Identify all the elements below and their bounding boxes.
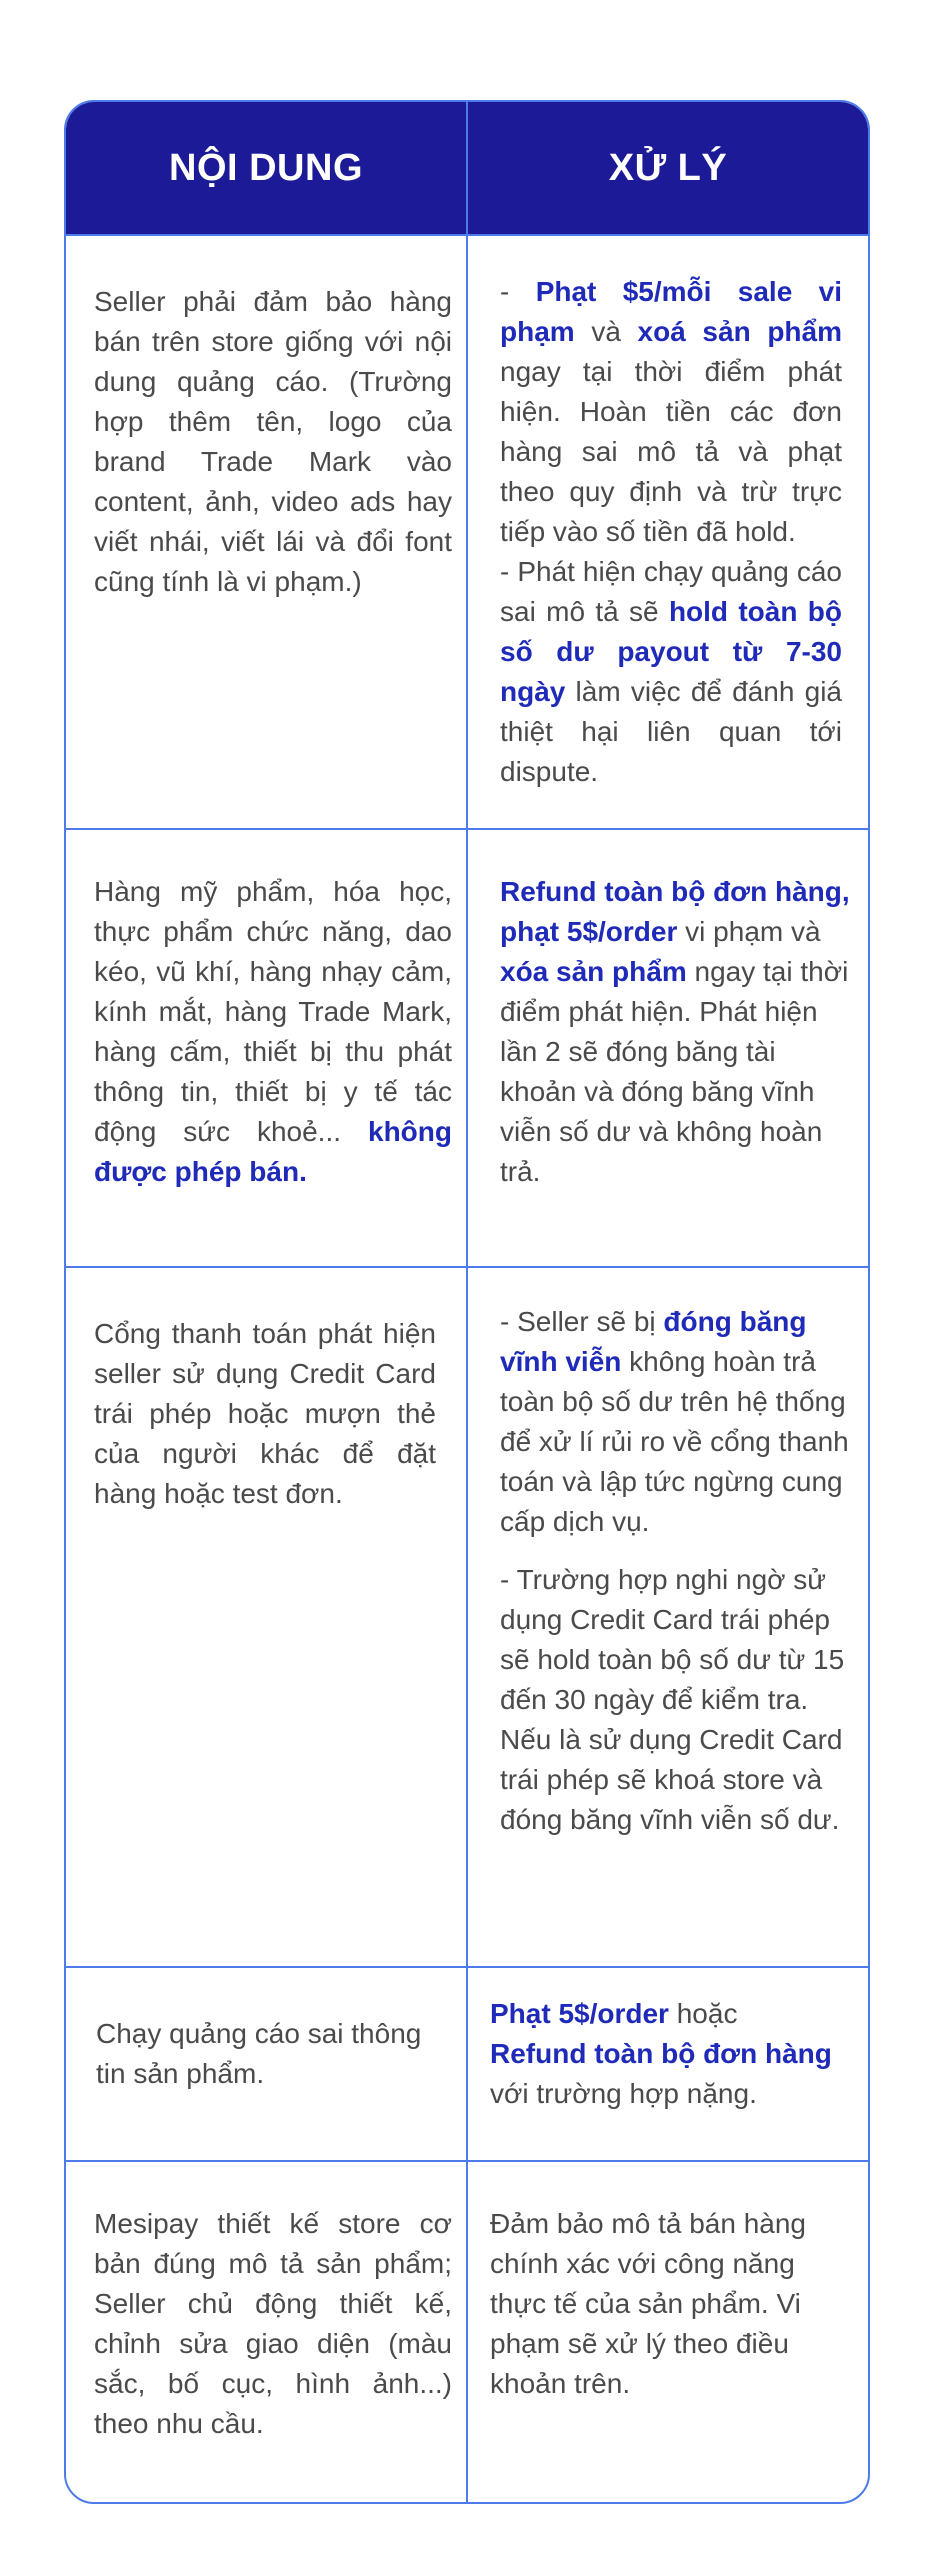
row2-content-text [94, 872, 452, 1192]
hold-highlight: hold toàn bộ số dư payout từ 7-30 ngày [500, 596, 842, 707]
policy-table [64, 100, 870, 2504]
row2-handling-text [500, 872, 850, 1192]
row4-handling [490, 1994, 870, 2114]
row5-content [94, 2204, 452, 2444]
refund-highlight: Refund toàn bộ đơn hàng [490, 2038, 832, 2069]
row-divider [66, 1266, 868, 1268]
penalty-highlight: Phạt $5/mỗi sale vi phạm [500, 276, 842, 347]
row-divider [66, 234, 868, 236]
row1-handling-p1 [500, 272, 842, 552]
text: vi phạm và [677, 916, 821, 947]
row-divider [66, 1966, 868, 1968]
row3-handling-p1 [500, 1302, 856, 1542]
row1-handling-p2 [500, 552, 842, 792]
row-divider [66, 2160, 868, 2162]
row1-handling [500, 272, 842, 792]
row4-content [96, 2014, 426, 2094]
refund-highlight: Refund toàn bộ đơn hàng, phạt 5$/order [500, 876, 850, 947]
row5-content-text: Mesipay thiết kế store cơ bản đúng mô tả sản phẩm; Seller chủ động thiết kế, chỉnh sửa giao diện (màu sắc, bố cục, hình ảnh...) theo nhu cầu. [94, 2208, 452, 2439]
freeze-highlight: đóng băng vĩnh viễn [500, 1306, 807, 1377]
text: làm việc để đánh giá thiệt hại liên quan tới dispute. [500, 676, 842, 787]
not-allowed-highlight: không được phép bán. [94, 1116, 452, 1187]
row3-content-text: Cổng thanh toán phát hiện seller sử dụng Credit Card trái phép hoặc mượn thẻ của người khác để đặt hàng hoặc test đơn. [94, 1318, 436, 1509]
text: - Seller sẽ bị [500, 1306, 664, 1337]
row2-content [94, 872, 452, 1192]
row1-content [94, 282, 452, 602]
row5-handling [490, 2204, 850, 2404]
text: Hàng mỹ phẩm, hóa học, thực phẩm chức năng, dao kéo, vũ khí, hàng nhạy cảm, kính mắt, hàng Trade Mark, hàng cấm, thiết bị thu phát thông tin, thiết bị y tế tác động sức khoẻ... [94, 876, 452, 1147]
row3-handling [500, 1302, 856, 1840]
row5-handling-text: Đảm bảo mô tả bán hàng chính xác với công năng thực tế của sản phẩm. Vi phạm sẽ xử lý theo điều khoản trên. [490, 2208, 806, 2399]
remove-highlight: xoá sản phẩm [637, 316, 842, 347]
row4-content-text: Chạy quảng cáo sai thông tin sản phẩm. [96, 2018, 422, 2089]
header-handling: XỬ LÝ [608, 147, 728, 189]
penalty-highlight: Phạt 5$/order [490, 1998, 669, 2029]
text: và [574, 316, 638, 347]
column-divider [466, 102, 468, 2502]
row-divider [66, 828, 868, 830]
text: hoặc [668, 1998, 738, 2029]
text: với trường hợp nặng. [490, 2078, 757, 2109]
remove-highlight: xóa sản phẩm [500, 956, 687, 987]
text: ngay tại thời điểm phát hiện. Phát hiện lần 2 sẽ đóng băng tài khoản và đóng băng vĩnh viễn số dư và không hoàn trả. [500, 956, 849, 1187]
row4-handling-text [490, 1994, 870, 2114]
row1-content-text: Seller phải đảm bảo hàng bán trên store giống với nội dung quảng cáo. (Trường hợp thêm tên, logo của brand Trade Mark vào content, ảnh, video ads hay viết nhái, viết lái và đổi font cũng tính là vi phạm.) [94, 286, 452, 597]
row3-content [94, 1314, 436, 1514]
text: không hoàn trả toàn bộ số dư trên hệ thống để xử lí rủi ro về cổng thanh toán và lập tức ngừng cung cấp dịch vụ. [500, 1346, 849, 1537]
header-content: NỘI DUNG [169, 147, 363, 189]
text: - [500, 276, 536, 307]
text: - Phát hiện chạy quảng cáo sai mô tả sẽ [500, 556, 842, 627]
text: ngay tại thời điểm phát hiện. Hoàn tiền các đơn hàng sai mô tả và phạt theo quy định và trừ trực tiếp vào số tiền đã hold. [500, 356, 842, 547]
row3-handling-p2: - Trường hợp nghi ngờ sử dụng Credit Card trái phép sẽ hold toàn bộ số dư từ 15 đến 30 ngày để kiểm tra. Nếu là sử dụng Credit Card trái phép sẽ khoá store và đóng băng vĩnh viễn số dư. [500, 1564, 845, 1835]
row2-handling [500, 872, 850, 1192]
